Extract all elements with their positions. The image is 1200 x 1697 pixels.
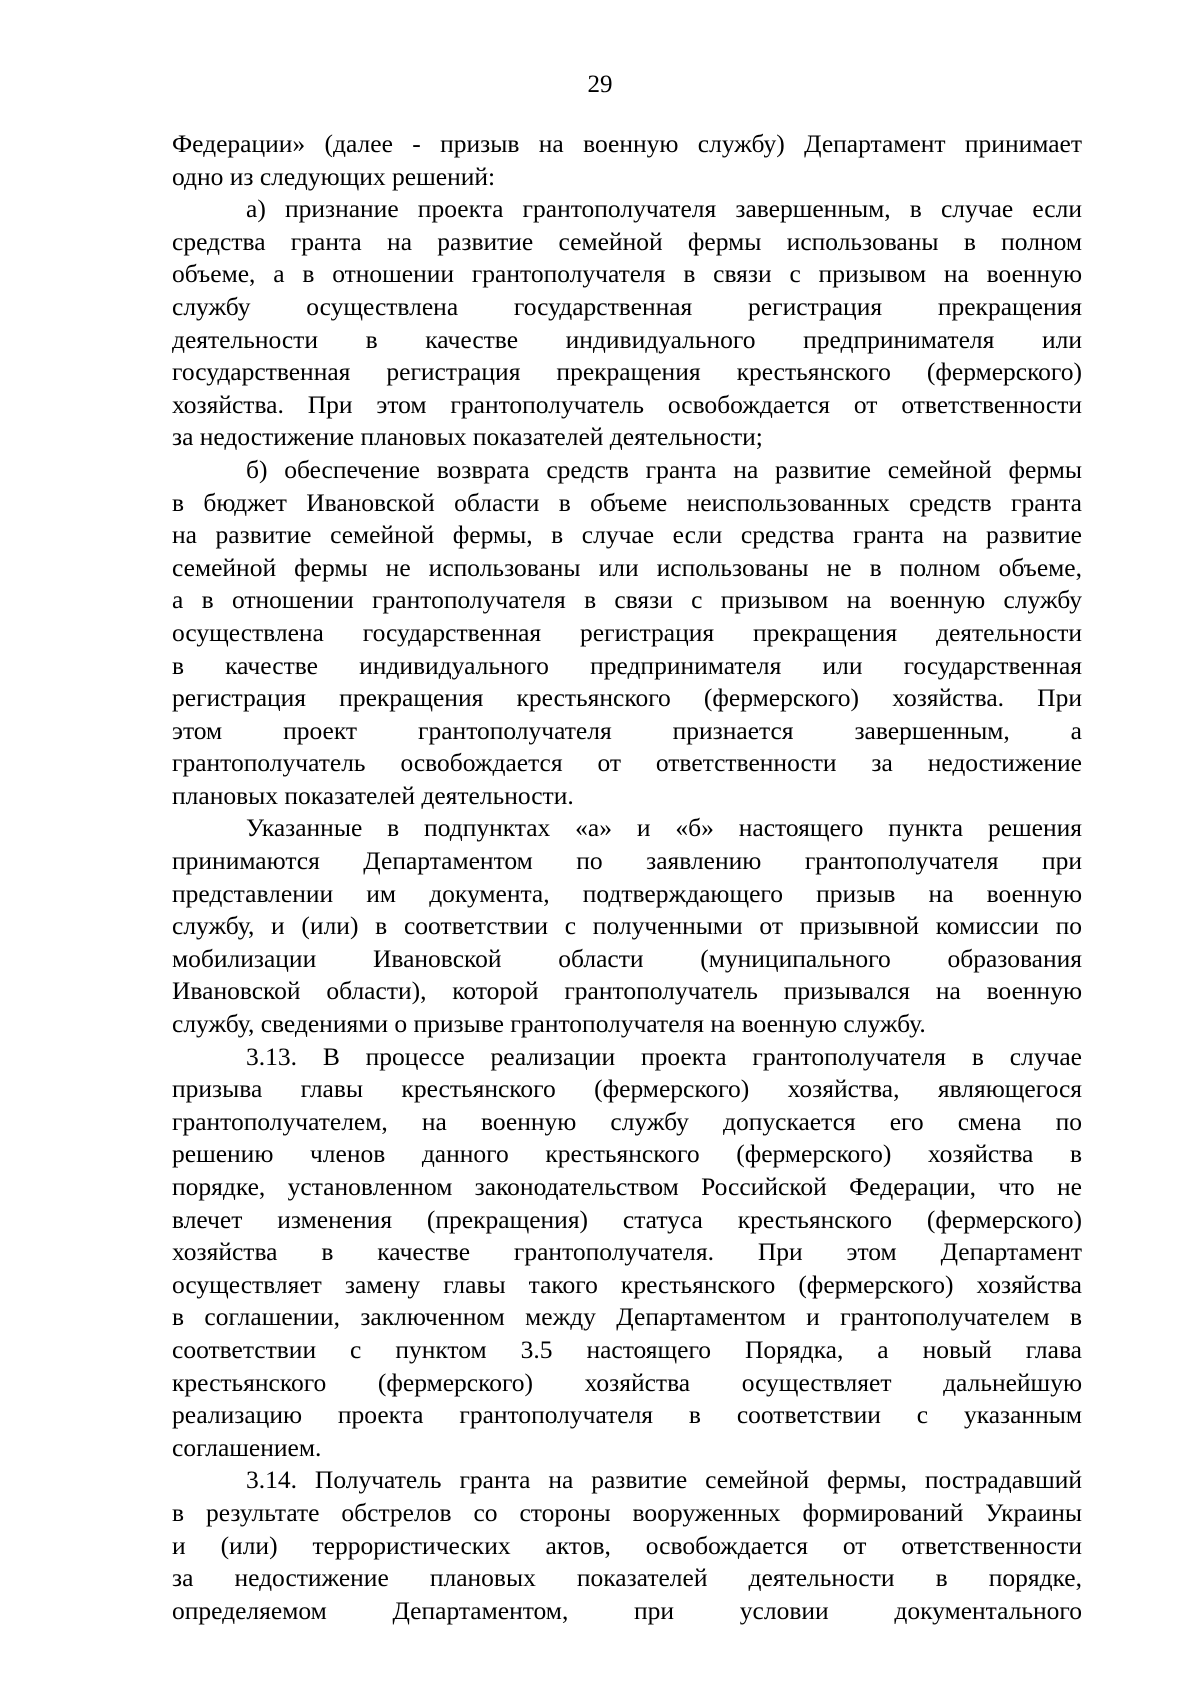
text-line: мобилизации Ивановской области (муниципального образования: [172, 943, 1082, 973]
text-line: соглашением.: [172, 1432, 322, 1462]
text-line: осуществлена государственная регистрация прекращения деятельности: [172, 617, 1082, 647]
text-line: Федерации» (далее - призыв на военную службу) Департамент принимает: [172, 129, 1082, 158]
text-line: средства гранта на развитие семейной фермы использованы в полном: [172, 226, 1082, 256]
text-line: государственная регистрация прекращения крестьянского (фермерского): [172, 357, 1082, 387]
text-line: крестьянского (фермерского) хозяйства осуществляет дальнейшую: [172, 1367, 1082, 1397]
text-line: соответствии с пунктом 3.5 настоящего Порядка, а новый глава: [172, 1334, 1082, 1364]
text-line: влечет изменения (прекращения) статуса крестьянского (фермерского): [172, 1204, 1082, 1234]
text-line: Ивановской области), которой грантополучатель призывался на военную: [172, 976, 1082, 1006]
text-line: грантополучателем, на военную службу допускается его смена по: [172, 1106, 1082, 1136]
text-line: службу осуществлена государственная регистрация прекращения: [172, 291, 1082, 321]
page-number: 29: [587, 71, 613, 98]
text-line: а в отношении грантополучателя в связи с призывом на военную службу: [172, 585, 1082, 615]
text-line: объеме, а в отношении грантополучателя в связи с призывом на военную: [172, 259, 1082, 289]
text-line: Указанные в подпунктах «а» и «б» настоящего пункта решения: [246, 813, 1082, 843]
text-line: в бюджет Ивановской области в объеме неиспользованных средств гранта: [172, 487, 1082, 517]
text-line: реализацию проекта грантополучателя в соответствии с указанным: [172, 1400, 1082, 1430]
text-line: а) признание проекта грантополучателя завершенным, в случае если: [246, 194, 1082, 224]
text-line: 3.13. В процессе реализации проекта грантополучателя в случае: [246, 1041, 1082, 1071]
text-line: за недостижение плановых показателей деятельности;: [172, 422, 763, 452]
body-text: [172, 128, 1082, 1627]
text-line: службу, и (или) в соответствии с полученными от призывной комиссии по: [172, 911, 1082, 941]
text-line: хозяйства. При этом грантополучатель освобождается от ответственности: [172, 389, 1082, 419]
text-line: в соглашении, заключенном между Департаментом и грантополучателем в: [172, 1302, 1082, 1332]
text-line: этом проект грантополучателя признается завершенным, а: [172, 715, 1082, 745]
text-line: принимаются Департаментом по заявлению грантополучателя при: [172, 846, 1082, 876]
text-line: на развитие семейной фермы, в случае если средства гранта на развитие: [172, 520, 1082, 550]
text-line: в качестве индивидуального предпринимателя или государственная: [172, 650, 1082, 680]
text-line: регистрация прекращения крестьянского (фермерского) хозяйства. При: [172, 683, 1082, 713]
text-line: плановых показателей деятельности.: [172, 780, 574, 810]
text-line: и (или) террористических актов, освобождается от ответственности: [172, 1530, 1082, 1560]
text-line: грантополучатель освобождается от ответственности за недостижение: [172, 748, 1082, 778]
text-line: решению членов данного крестьянского (фермерского) хозяйства в: [172, 1139, 1082, 1169]
text-line: определяемом Департаментом, при условии документального: [172, 1595, 1082, 1625]
text-line: представлении им документа, подтверждающего призыв на военную: [172, 878, 1082, 908]
text-line: семейной фермы не использованы или использованы не в полном объеме,: [172, 552, 1082, 582]
text-line: осуществляет замену главы такого крестьянского (фермерского) хозяйства: [172, 1269, 1082, 1299]
text-line: в результате обстрелов со стороны вооруженных формирований Украины: [172, 1497, 1082, 1527]
text-line: одно из следующих решений:: [172, 161, 496, 191]
text-line: службу, сведениями о призыве грантополучателя на военную службу.: [172, 1009, 926, 1039]
text-line: деятельности в качестве индивидуального предпринимателя или: [172, 324, 1082, 354]
text-line: 3.14. Получатель гранта на развитие семейной фермы, пострадавший: [246, 1465, 1082, 1495]
text-line: порядке, установленном законодательством Российской Федерации, что не: [172, 1172, 1082, 1201]
text-line: за недостижение плановых показателей деятельности в порядке,: [172, 1563, 1082, 1593]
text-line: б) обеспечение возврата средств гранта на развитие семейной фермы: [246, 454, 1082, 484]
text-line: призыва главы крестьянского (фермерского) хозяйства, являющегося: [172, 1074, 1082, 1104]
text-line: хозяйства в качестве грантополучателя. При этом Департамент: [172, 1237, 1082, 1267]
